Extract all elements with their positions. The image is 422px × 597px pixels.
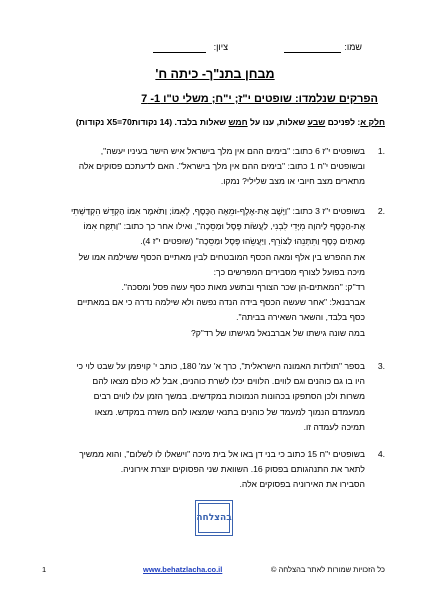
question-line: בשופטים י"ח 15 כתוב כי בני דן באו אל בית מיכה "וישאלו לו לשלום", והוא ממשיך [79,449,365,459]
question-line: רד"ק: "המאתים-הן שכר הצורף ובתשע מאות כסף עשה פסל ומסכה". [121,282,365,293]
section-instructions [76,116,385,128]
question-text [71,204,365,341]
question-line: מיכה בפועל לצורף מסבירים המפרשים כך: [213,266,365,277]
exam-title: מבחן בתנ"ך- כיתה ח' [155,67,275,81]
question-line: משרות ולכן הסתפקו בכהונות הנמוכות במקדשים. במשך הזמן עלו לווים רבים [93,391,365,402]
question-line: ובשופטים י"ח 1 כתוב: "בימים ההם אין מלך בישראל". האם לדעתכם פסוקים אלה [78,161,365,172]
question-text [79,447,365,493]
section-text: שאלות בלבד. (14 נקודותX5=70 נקודות) [75,117,229,127]
section-answer-count: חמש [228,117,248,127]
grade-blank-line [153,52,206,53]
chapters-subtitle: הפרקים שנלמדו: שופטים י"ז; י"ח; משלי ט"ו 1- 7 [141,93,378,105]
name-label: שמו: [344,42,362,52]
question-number: 3. [377,361,385,371]
question-1 [0,144,422,187]
copyright-notice: כל הזכויות שמורות לאתר בהצלחה © [270,565,385,574]
question-line: הסבירו את האירוניה בפסוקים אלה. [239,479,365,490]
question-line: במה שונה גישתו של אברבנאל מגישתו של רד"ק? [190,327,365,338]
grade-label: ציון: [213,42,228,52]
question-line: בשופטים י"ז 6 כתוב: "בימים ההם אין מלך בישראל איש הישר בעיניו יעשה", [100,146,365,156]
question-number: 4. [377,449,385,459]
question-line: את ההפרש בין אלף ומאה הכסף המובטחים לבין מאתיים הכסף ששילמה אמו של [78,251,365,262]
section-text: שאלות, ענו על [247,117,308,127]
question-text [79,144,365,190]
question-text [76,359,365,435]
question-number: 2. [377,206,385,216]
question-line: כסף בלבד, והשאר השאירה בביתה". [236,312,365,323]
page-number: 1 [42,565,47,574]
question-2 [0,204,422,338]
name-blank-line [284,52,341,53]
question-line: בספר "תולדות האמונה הישראלית", כרך א' עמ' 180, כותב י' קויפמן על שבט לוי כי [76,361,365,371]
question-3 [0,359,422,432]
section-part-label: חלק א [360,117,385,127]
question-line: מתארים מצב חיובי או מצב שלילי? נמקו. [220,176,365,187]
question-line: בשופטים י"ז 3 כתוב: "וַיָּשֶׁב אֶת-אֶלֶף-וּמֵאָה הַכֶּסֶף, לְאִמּוֹ; וַתֹּאמֶר אִמּוֹ הַקְדֵּשׁ הִקְדַּשְׁתִּי [70,206,365,216]
question-line: תמיכה לעמדה זו. [303,421,365,432]
question-line: ממעמדם הנמוך למעמד של כוהנים בתנאי שמצאו להם משרה במקדש. מצאו [94,406,365,417]
behatzlacha-logo [195,500,233,536]
question-line: לתאר את התנהגותם בפסוק 16. השוואת שני הפסוקים יוצרת אירוניה. [120,464,365,475]
question-line: אֶת-הַכֶּסֶף לַיהוָה מִיָּדִי לִבְנִי, לַעֲשׂוֹת פֶּסֶל וּמַסֵּכָה", ואילו אחר כך כתוב: "וַתִּקַּח אִמּוֹ [83,221,365,232]
question-4 [0,447,422,490]
section-total-count: שבע [307,117,326,127]
logo-frame [198,503,230,533]
logo-text: בהצלחה [196,513,232,523]
question-line: היו בו גם כוהנים וגם לווים. הלווים יכלו לשרת כוהנים, אבל לא כולם מצאו להם [92,376,365,387]
question-line: מָאתַיִם כֶּסֶף וַתִּתְּנֵהוּ לַצּוֹרֵף, וַיַּעֲשֵׂהוּ פֶּסֶל וּמַסֵּכָה" (שופטים י"ז 4). [140,236,365,247]
question-number: 1. [377,146,385,156]
website-link[interactable]: www.behatzlacha.co.il [143,565,223,574]
section-text: : לפניכם [325,117,361,127]
question-line: אברבנאל: "אחר שעשה הכסף בידה הנדה נפשה ולא שילמה נדרה כי אם במאתיים [77,297,365,308]
